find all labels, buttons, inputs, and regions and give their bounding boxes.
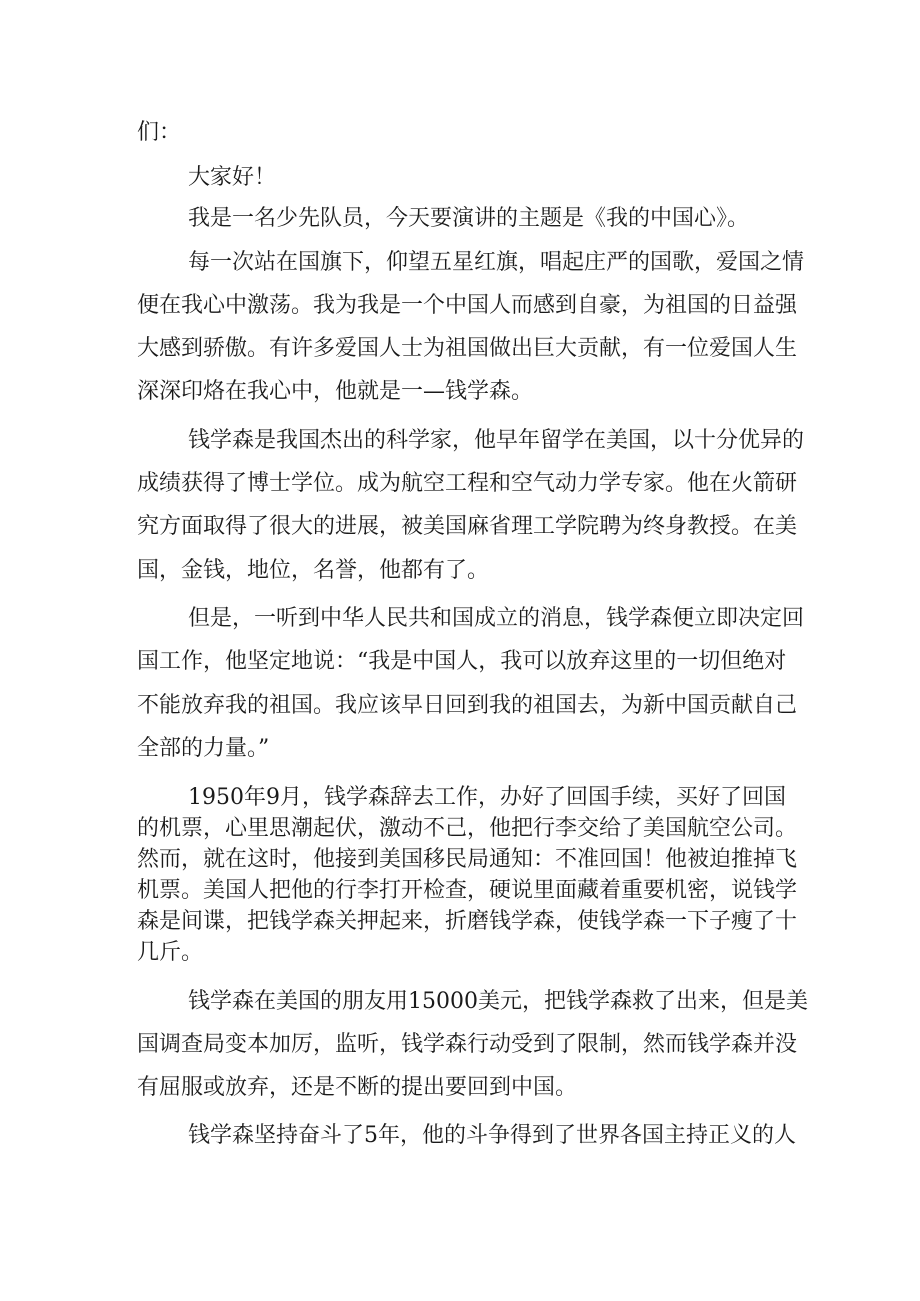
text-line: 几斤。 (137, 940, 204, 965)
text-line: 每一次站在国旗下，仰望五星红旗，唱起庄严的国歌，爱国之情 (188, 250, 805, 275)
text-line: 钱学森是我国杰出的科学家，他早年留学在美国，以十分优异的 (188, 428, 805, 453)
text-line: 然而，就在这时，他接到美国移民局通知：不准回国！他被迫推掉飞 (137, 847, 798, 872)
text-line: 钱学森在美国的朋友用15000美元，把钱学森救了出来，但是美 (188, 989, 808, 1014)
text-line: 深深印烙在我心中，他就是一—钱学森。 (137, 379, 534, 404)
text-line: 不能放弃我的祖国。我应该早日回到我的祖国去，为新中国贡献自己 (137, 693, 798, 718)
text-line: 便在我心中激荡。我为我是一个中国人而感到自豪，为祖国的日益强 (137, 293, 798, 318)
text-line: 有屈服或放弃，还是不断的提出要回到中国。 (137, 1075, 578, 1100)
text-line: 们： (137, 120, 182, 145)
text-line: 钱学森坚持奋斗了5年，他的斗争得到了世界各国主持正义的人 (188, 1123, 796, 1148)
text-line: 但是，一听到中华人民共和国成立的消息，钱学森便立即决定回 (188, 606, 805, 631)
text-line: 机票。美国人把他的行李打开检查，硬说里面藏着重要机密，说钱学 (137, 878, 798, 903)
text-line: 国，金钱，地位，名誉，他都有了。 (137, 558, 490, 583)
text-line: 国工作，他坚定地说：“我是中国人，我可以放弃这里的一切但绝对 (137, 649, 787, 674)
text-line: 全部的力量。” (137, 736, 270, 761)
text-line: 成绩获得了博士学位。成为航空工程和空气动力学专家。他在火箭研 (137, 471, 798, 496)
text-line: 1950年9月，钱学森辞去工作，办好了回国手续，买好了回国 (188, 785, 786, 810)
text-line: 大家好！ (188, 165, 277, 190)
text-line: 的机票，心里思潮起伏，激动不己，他把行李交给了美国航空公司。 (137, 816, 798, 841)
text-line: 究方面取得了很大的进展，被美国麻省理工学院聘为终身教授。在美 (137, 514, 798, 539)
text-line: 国调查局变本加厉，监听，钱学森行动受到了限制，然而钱学森并没 (137, 1032, 798, 1057)
text-line: 大感到骄傲。有许多爱国人士为祖国做出巨大贡献，有一位爱国人生 (137, 336, 798, 361)
text-line: 森是间谍，把钱学森关押起来，折磨钱学森，使钱学森一下子瘦了十 (137, 909, 798, 934)
text-line: 我是一名少先队员，今天要演讲的主题是《我的中国心》。 (188, 206, 750, 231)
